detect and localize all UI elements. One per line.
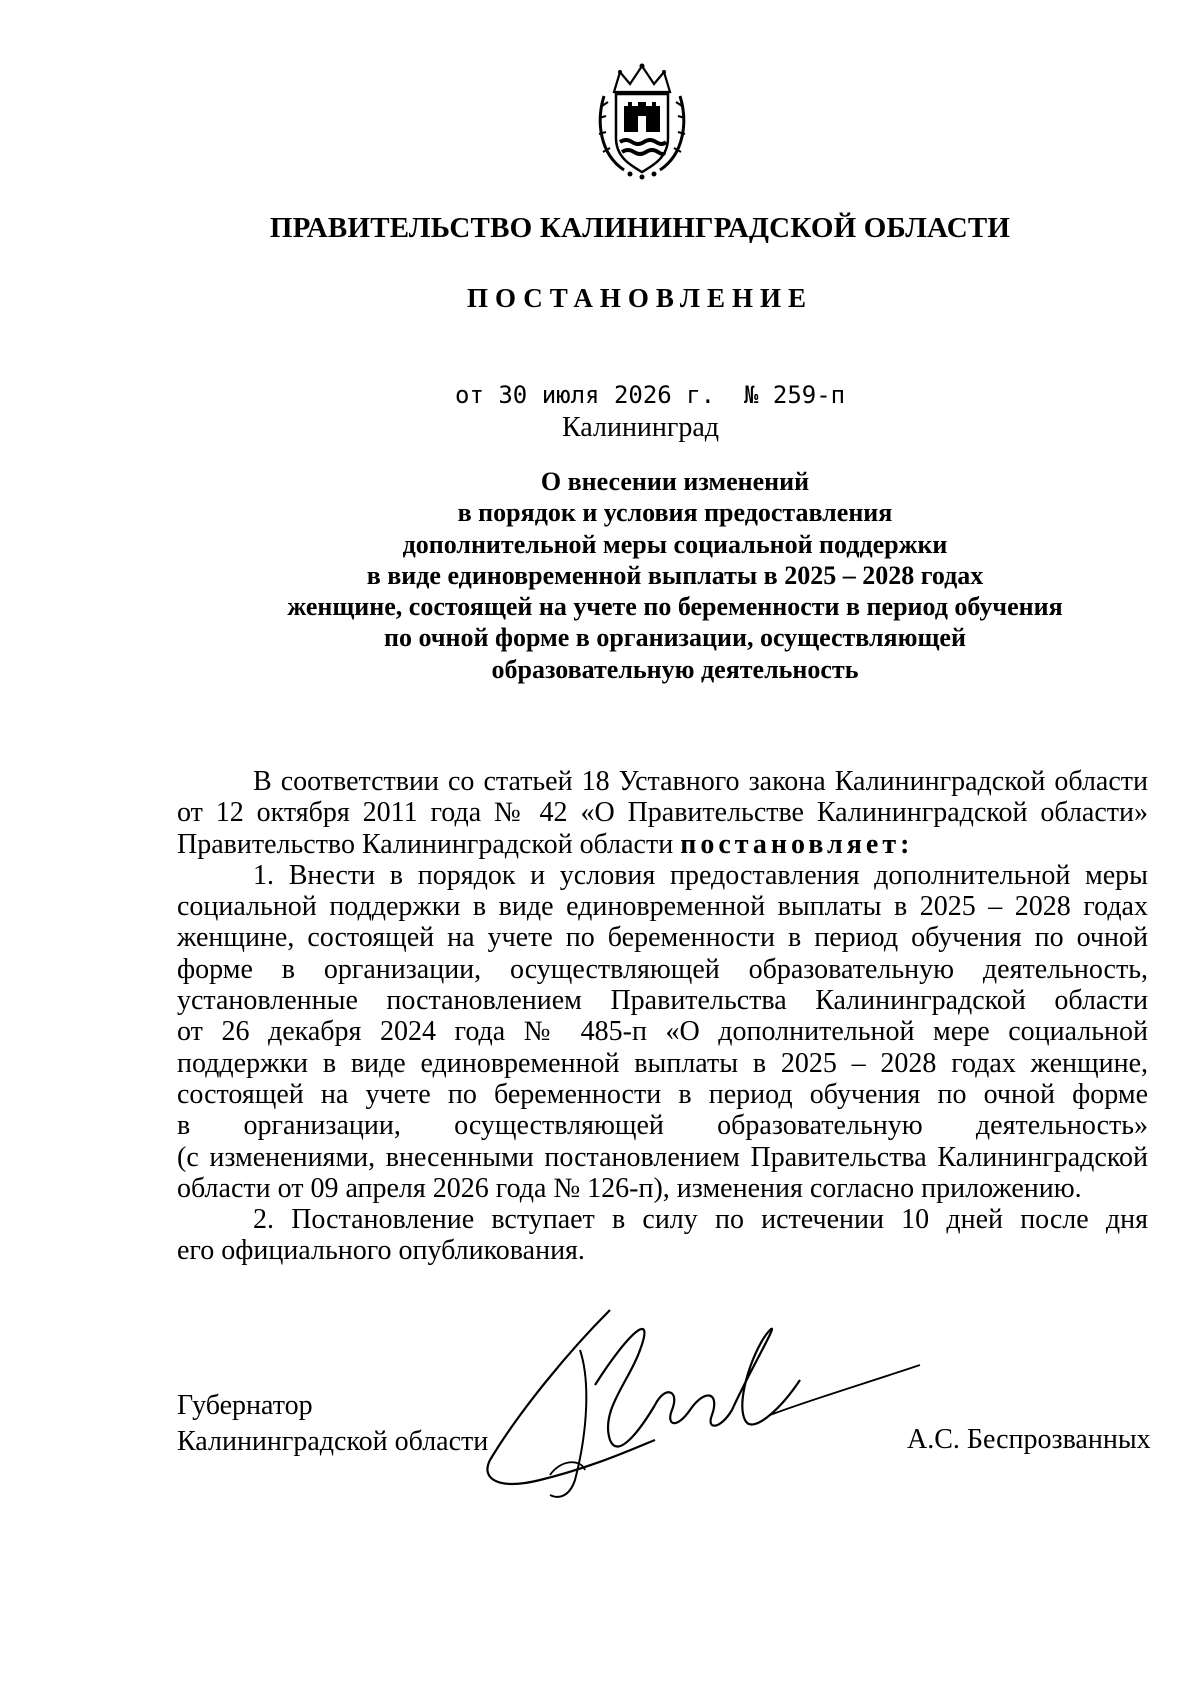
item1-line: форме в организации, осуществляющей образовательную деятельность, (177, 953, 1148, 985)
subject-line: в порядок и условия предоставления (457, 498, 893, 528)
kaliningrad-coat-of-arms-icon (594, 62, 690, 180)
item1-line: состоящей на учете по беременности в период обучения по очной форме (177, 1078, 1148, 1110)
item1-line: поддержки в виде единовременной выплаты в 2025 – 2028 годах женщине, (177, 1047, 1148, 1079)
document-date-number: от 30 июля 2026 г. № 259-п (455, 381, 846, 409)
document-body (177, 766, 1148, 1267)
government-name: ПРАВИТЕЛЬСТВО КАЛИНИНГРАДСКОЙ ОБЛАСТИ (269, 212, 1011, 244)
item1-line: от 26 декабря 2024 года № 485-п «О дополнительной мере социальной (177, 1016, 1148, 1048)
document-city: Калининград (562, 412, 720, 443)
handwritten-signature (480, 1290, 930, 1520)
item1-line: женщине, состоящей на учете по беременности в период обучения по очной (177, 922, 1148, 954)
preamble-line: В соответствии со статьей 18 Уставного закона Калининградской области (253, 766, 1148, 797)
item1-line: области от 09 апреля 2026 года № 126-п), изменения согласно приложению. (177, 1172, 1082, 1204)
item1-line: установленные постановлением Правительства Калининградской области (177, 985, 1148, 1017)
signatory-position-line: Губернатор (177, 1390, 313, 1421)
subject-line: в виде единовременной выплаты в 2025 – 2028 годах (366, 560, 984, 590)
item1-line: социальной поддержки в виде единовременной выплаты в 2025 – 2028 годах (177, 891, 1148, 923)
preamble-final-prefix: Правительство Калининградской области (177, 828, 674, 860)
subject-line: женщине, состоящей на учете по беременности в период обучения (287, 592, 1063, 622)
signatory-name: А.С. Беспрозванных (907, 1424, 1151, 1455)
subject-line: дополнительной меры социальной поддержки (402, 529, 948, 559)
item1-line: 1. Внести в порядок и условия предоставления дополнительной меры (253, 859, 1148, 891)
item2-line: его официального опубликования. (177, 1235, 585, 1267)
resolution-word: постановляет: (680, 828, 914, 860)
document-subject (0, 466, 1200, 685)
subject-line: О внесении изменений (540, 467, 810, 496)
item1-line: в организации, осуществляющей образовательную деятельность» (177, 1110, 1148, 1142)
signatory-position (177, 1388, 488, 1460)
subject-line: образовательную деятельность (491, 654, 859, 684)
item1-line: (с изменениями, внесенными постановлением Правительства Калининградской (177, 1141, 1148, 1173)
subject-line: по очной форме в организации, осуществляющей (384, 623, 966, 653)
preamble-line: от 12 октября 2011 года № 42 «О Правительстве Калининградской области» (177, 797, 1148, 829)
item2-line: 2. Постановление вступает в силу по истечении 10 дней после дня (253, 1204, 1148, 1236)
preamble-final-line (177, 829, 1148, 860)
signatory-position-line: Калининградской области (177, 1426, 489, 1457)
document-type: ПОСТАНОВЛЕНИЕ (466, 283, 814, 313)
